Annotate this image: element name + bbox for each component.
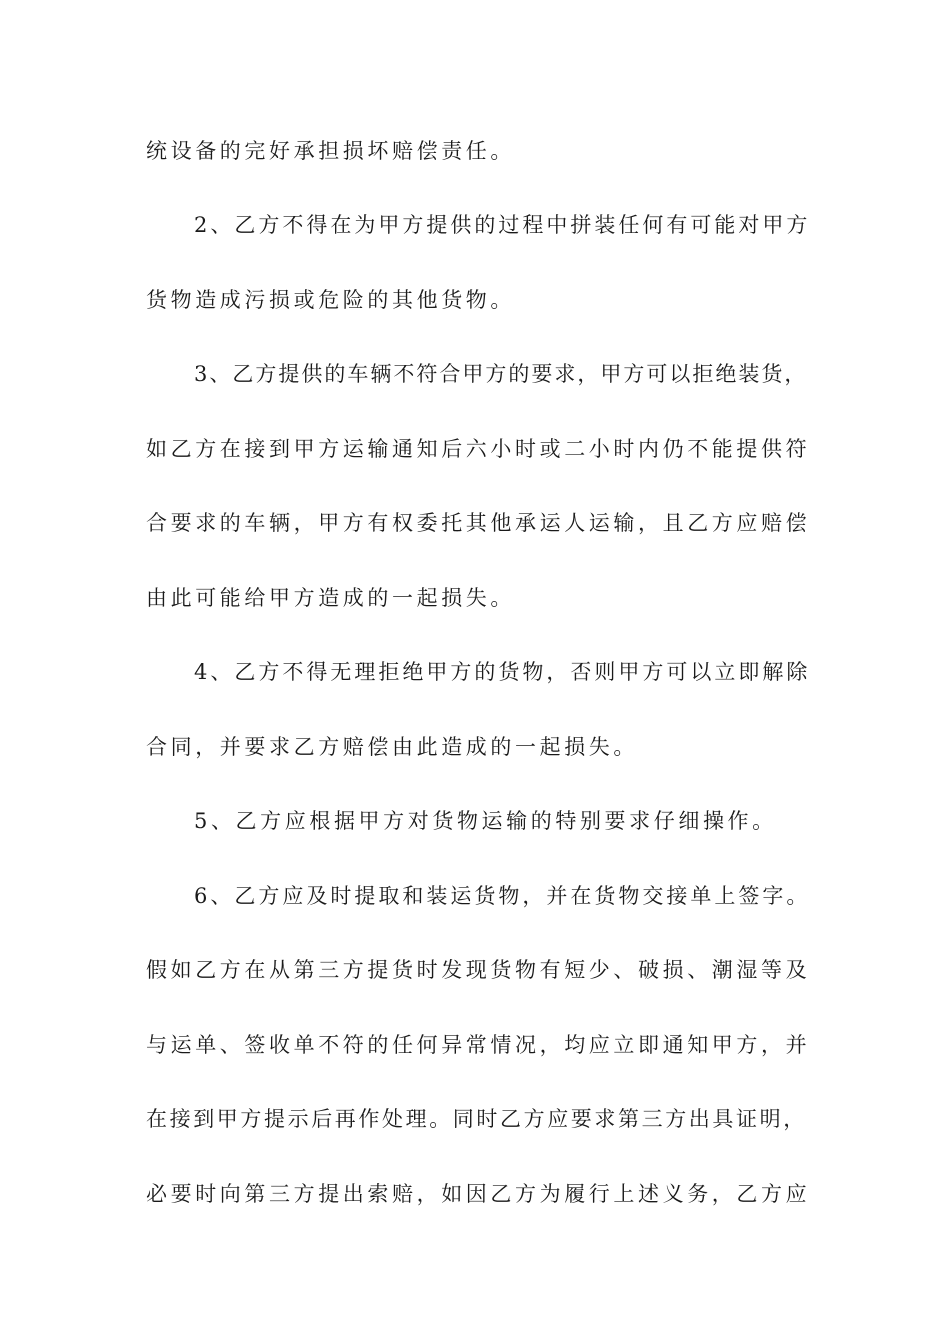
text-line-5: 如乙方在接到甲方运输通知后六小时或二小时内仍不能提供符 [146, 437, 811, 461]
text-line-2: 2、乙方不得在为甲方提供的过程中拼装任何有可能对甲方 [194, 213, 811, 237]
text-line-8: 4、乙方不得无理拒绝甲方的货物，否则甲方可以立即解除 [194, 660, 811, 684]
text-line-14: 在接到甲方提示后再作处理。同时乙方应要求第三方出具证明， [146, 1107, 807, 1131]
text-line-15: 必要时向第三方提出索赔，如因乙方为履行上述义务，乙方应 [146, 1182, 811, 1206]
text-line-13: 与运单、签收单不符的任何异常情况，均应立即通知甲方，并 [146, 1033, 811, 1057]
text-line-6: 合要求的车辆，甲方有权委托其他承运人运输，且乙方应赔偿 [146, 511, 811, 535]
text-line-4: 3、乙方提供的车辆不符合甲方的要求，甲方可以拒绝装货， [194, 362, 808, 386]
text-line-9: 合同，并要求乙方赔偿由此造成的一起损失。 [146, 735, 638, 759]
text-line-3: 货物造成污损或危险的其他货物。 [146, 288, 515, 312]
text-line-11: 6、乙方应及时提取和装运货物，并在货物交接单上签字。 [194, 884, 811, 908]
text-line-12: 假如乙方在从第三方提货时发现货物有短少、破损、潮湿等及 [146, 958, 811, 982]
text-line-7: 由此可能给甲方造成的一起损失。 [146, 586, 515, 610]
text-line-10: 5、乙方应根据甲方对货物运输的特别要求仔细操作。 [194, 809, 777, 833]
text-line-1: 统设备的完好承担损坏赔偿责任。 [146, 139, 515, 163]
